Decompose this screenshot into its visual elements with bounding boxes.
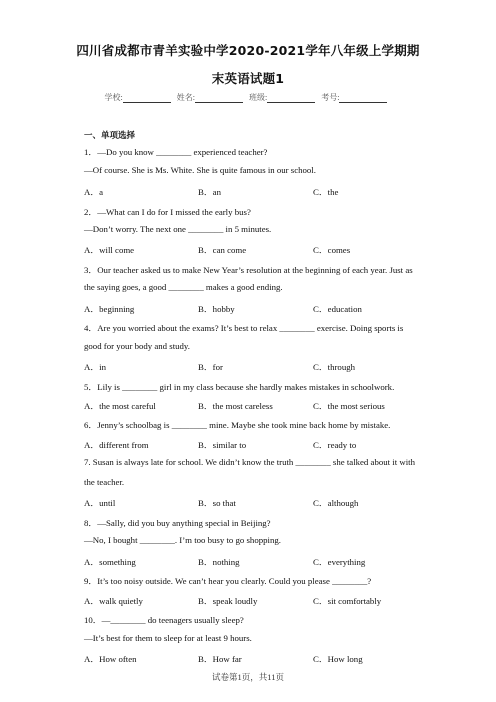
exam-no-blank: [339, 94, 387, 103]
option-b: B．hobby: [198, 304, 235, 314]
option-b: B．nothing: [198, 557, 240, 567]
school-label: 学校:: [104, 93, 123, 102]
option-c: C．the most serious: [313, 401, 385, 411]
option-b: B．for: [198, 362, 223, 372]
option-a: A．something: [84, 557, 136, 567]
question-line: 1．—Do you know ________ experienced teacher?: [84, 147, 268, 157]
question-line: —Of course. She is Ms. White. She is quite famous in our school.: [84, 165, 316, 175]
page-footer: 试卷第1页，共11页: [212, 672, 284, 682]
question-line: 5．Lily is ________ girl in my class because she hardly makes mistakes in schoolwork.: [84, 382, 395, 392]
option-a: A．a: [84, 187, 104, 197]
question-line: good for your body and study.: [84, 341, 190, 351]
option-c: C．How long: [313, 654, 363, 664]
question-line: —No, I bought ________. I’m too busy to go shopping.: [84, 535, 281, 545]
option-c: C．the: [313, 187, 339, 197]
question-line: 2．—What can I do for I missed the early bus?: [84, 207, 251, 217]
question-line: 4．Are you worried about the exams? It’s best to relax ________ exercise. Doing sports is: [84, 323, 404, 333]
option-a: A．different from: [84, 440, 149, 450]
option-b: B．an: [198, 187, 221, 197]
question-line: 8．—Sally, did you buy anything special in Beijing?: [84, 518, 271, 528]
name-label: 姓名:: [176, 93, 195, 102]
option-a: A．the most careful: [84, 401, 156, 411]
question-line: —It’s best for them to sleep for at least 9 hours.: [84, 633, 252, 643]
option-b: B．can come: [198, 245, 247, 255]
option-a: A．until: [84, 498, 116, 508]
question-line: 9．It’s too noisy outside. We can’t hear you clearly. Could you please ________?: [84, 576, 372, 586]
option-b: B．so that: [198, 498, 236, 508]
name-blank: [195, 94, 243, 103]
exam-no-label: 考号:: [321, 93, 340, 102]
question-line: 7. Susan is always late for school. We didn’t know the truth ________ she talked about it with: [84, 457, 416, 467]
option-b: B．How far: [198, 654, 242, 664]
class-label: 班级:: [249, 93, 268, 102]
question-line: the saying goes, a good ________ makes a good ending.: [84, 282, 283, 292]
question-line: 3．Our teacher asked us to make New Year’s resolution at the beginning of each year. Just as: [84, 265, 413, 275]
option-c: C．through: [313, 362, 356, 372]
question-line: 6．Jenny’s schoolbag is ________ mine. Maybe she took mine back home by mistake.: [84, 420, 391, 430]
option-b: B．speak loudly: [198, 596, 258, 606]
question-line: —Don’t worry. The next one ________ in 5 minutes.: [84, 224, 272, 234]
option-c: C．ready to: [313, 440, 357, 450]
option-a: A．will come: [84, 245, 135, 255]
option-c: C．everything: [313, 557, 366, 567]
option-a: A．in: [84, 362, 106, 372]
option-a: A．walk quietly: [84, 596, 143, 606]
option-c: C．education: [313, 304, 362, 314]
option-b: B．similar to: [198, 440, 247, 450]
option-b: B．the most careless: [198, 401, 273, 411]
student-info-row: [0, 92, 496, 103]
option-a: A．beginning: [84, 304, 135, 314]
option-c: C．although: [313, 498, 359, 508]
option-c: C．sit comfortably: [313, 596, 382, 606]
section-title: 一、单项选择: [84, 131, 136, 141]
option-a: A．How often: [84, 654, 137, 664]
class-blank: [267, 94, 315, 103]
school-blank: [123, 94, 171, 103]
page-title-line2: 末英语试题1: [211, 71, 285, 86]
option-c: C．comes: [313, 245, 351, 255]
question-line: the teacher.: [84, 477, 125, 487]
question-line: 10．—________ do teenagers usually sleep?: [84, 615, 244, 625]
page-title-line1: 四川省成都市青羊实验中学2020-2021学年八年级上学期期: [76, 43, 420, 58]
